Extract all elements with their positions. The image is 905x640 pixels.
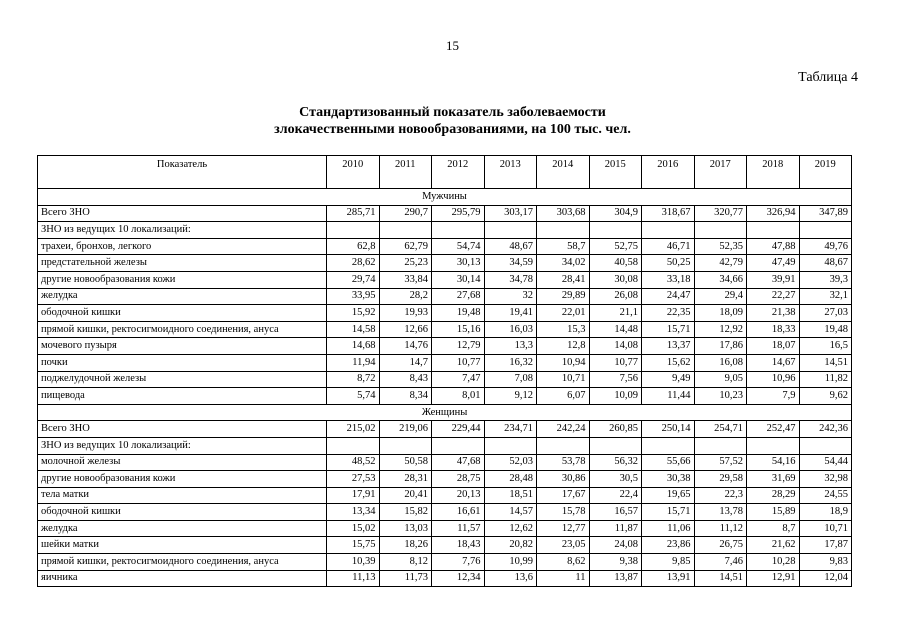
cell-value: 40,58 (589, 255, 642, 272)
cell-value: 18,26 (379, 537, 432, 554)
cell-value: 12,34 (432, 570, 485, 587)
cell-value: 10,77 (589, 354, 642, 371)
cell-value: 10,71 (799, 520, 852, 537)
cell-value: 8,43 (379, 371, 432, 388)
cell-value: 11,12 (694, 520, 747, 537)
cell-value: 12,91 (747, 570, 800, 587)
cell-value: 13,34 (327, 504, 380, 521)
cell-value: 242,24 (537, 421, 590, 438)
row-label: предстательной железы (38, 255, 327, 272)
cell-value: 252,47 (747, 421, 800, 438)
cell-value: 15,82 (379, 504, 432, 521)
cell-value: 16,03 (484, 321, 537, 338)
cell-value: 18,43 (432, 537, 485, 554)
cell-value: 56,32 (589, 454, 642, 471)
cell-value: 18,33 (747, 321, 800, 338)
cell-value: 14,76 (379, 338, 432, 355)
cell-value: 14,67 (747, 354, 800, 371)
cell-value: 7,56 (589, 371, 642, 388)
cell-value: 19,41 (484, 305, 537, 322)
cell-value: 11,44 (642, 388, 695, 405)
table-row (38, 554, 852, 571)
section-header-row (38, 404, 852, 421)
cell-value: 9,05 (694, 371, 747, 388)
row-label: Всего ЗНО (38, 205, 327, 222)
cell-value: 29,89 (537, 288, 590, 305)
cell-value: 11,87 (589, 520, 642, 537)
table-row (38, 238, 852, 255)
table-row (38, 271, 852, 288)
cell-value: 234,71 (484, 421, 537, 438)
cell-value: 26,75 (694, 537, 747, 554)
cell-value: 12,79 (432, 338, 485, 355)
cell-value: 8,7 (747, 520, 800, 537)
cell-value: 32 (484, 288, 537, 305)
cell-value: 250,14 (642, 421, 695, 438)
cell-value: 13,6 (484, 570, 537, 587)
cell-value: 19,65 (642, 487, 695, 504)
cell-value: 12,92 (694, 321, 747, 338)
cell-value: 8,34 (379, 388, 432, 405)
cell-value: 24,55 (799, 487, 852, 504)
empty-cell (379, 437, 432, 454)
empty-cell (747, 437, 800, 454)
cell-value: 10,09 (589, 388, 642, 405)
cell-value: 14,7 (379, 354, 432, 371)
cell-value: 7,46 (694, 554, 747, 571)
cell-value: 47,88 (747, 238, 800, 255)
table-row (38, 487, 852, 504)
cell-value: 14,51 (799, 354, 852, 371)
cell-value: 16,57 (589, 504, 642, 521)
cell-value: 11 (537, 570, 590, 587)
cell-value: 303,68 (537, 205, 590, 222)
row-label: трахеи, бронхов, легкого (38, 238, 327, 255)
cell-value: 326,94 (747, 205, 800, 222)
cell-value: 28,41 (537, 271, 590, 288)
empty-cell (589, 437, 642, 454)
cell-value: 242,36 (799, 421, 852, 438)
cell-value: 15,78 (537, 504, 590, 521)
cell-value: 9,62 (799, 388, 852, 405)
empty-cell (432, 437, 485, 454)
row-label: ободочной кишки (38, 504, 327, 521)
cell-value: 49,76 (799, 238, 852, 255)
header-year: 2015 (589, 156, 642, 189)
cell-value: 10,39 (327, 554, 380, 571)
cell-value: 229,44 (432, 421, 485, 438)
cell-value: 58,7 (537, 238, 590, 255)
table-row (38, 504, 852, 521)
empty-cell (484, 437, 537, 454)
row-label: мочевого пузыря (38, 338, 327, 355)
cell-value: 52,03 (484, 454, 537, 471)
cell-value: 11,06 (642, 520, 695, 537)
empty-cell (799, 437, 852, 454)
cell-value: 20,13 (432, 487, 485, 504)
cell-value: 12,8 (537, 338, 590, 355)
row-label: Всего ЗНО (38, 421, 327, 438)
cell-value: 10,99 (484, 554, 537, 571)
cell-value: 290,7 (379, 205, 432, 222)
cell-value: 18,51 (484, 487, 537, 504)
empty-cell (537, 437, 590, 454)
empty-cell (747, 222, 800, 239)
cell-value: 22,4 (589, 487, 642, 504)
cell-value: 13,3 (484, 338, 537, 355)
table-row (38, 354, 852, 371)
cell-value: 12,77 (537, 520, 590, 537)
cell-value: 15,02 (327, 520, 380, 537)
cell-value: 15,16 (432, 321, 485, 338)
cell-value: 10,23 (694, 388, 747, 405)
header-year: 2017 (694, 156, 747, 189)
table-row (38, 321, 852, 338)
cell-value: 16,61 (432, 504, 485, 521)
empty-cell (379, 222, 432, 239)
cell-value: 27,53 (327, 471, 380, 488)
table-row (38, 388, 852, 405)
section-header-row (38, 189, 852, 206)
row-label: яичника (38, 570, 327, 587)
cell-value: 10,94 (537, 354, 590, 371)
cell-value: 14,57 (484, 504, 537, 521)
cell-value: 28,48 (484, 471, 537, 488)
cell-value: 20,82 (484, 537, 537, 554)
row-label: шейки матки (38, 537, 327, 554)
cell-value: 8,12 (379, 554, 432, 571)
cell-value: 39,3 (799, 271, 852, 288)
cell-value: 54,16 (747, 454, 800, 471)
row-label: желудка (38, 520, 327, 537)
cell-value: 52,75 (589, 238, 642, 255)
page-number: 15 (446, 38, 459, 53)
cell-value: 47,49 (747, 255, 800, 272)
cell-value: 16,5 (799, 338, 852, 355)
cell-value: 13,78 (694, 504, 747, 521)
header-year: 2019 (799, 156, 852, 189)
cell-value: 15,71 (642, 504, 695, 521)
cell-value: 47,68 (432, 454, 485, 471)
row-label: желудка (38, 288, 327, 305)
cell-value: 22,3 (694, 487, 747, 504)
cell-value: 12,66 (379, 321, 432, 338)
cell-value: 8,01 (432, 388, 485, 405)
cell-value: 13,87 (589, 570, 642, 587)
cell-value: 33,95 (327, 288, 380, 305)
cell-value: 16,32 (484, 354, 537, 371)
cell-value: 6,07 (537, 388, 590, 405)
cell-value: 54,44 (799, 454, 852, 471)
cell-value: 15,3 (537, 321, 590, 338)
cell-value: 13,03 (379, 520, 432, 537)
title-line-1: Стандартизованный показатель заболеваемости (299, 105, 606, 120)
cell-value: 30,14 (432, 271, 485, 288)
cell-value: 19,48 (799, 321, 852, 338)
cell-value: 9,83 (799, 554, 852, 571)
cell-value: 7,76 (432, 554, 485, 571)
row-label: другие новообразования кожи (38, 271, 327, 288)
cell-value: 11,57 (432, 520, 485, 537)
cell-value: 18,07 (747, 338, 800, 355)
cell-value: 28,31 (379, 471, 432, 488)
table-row (38, 570, 852, 587)
row-label: другие новообразования кожи (38, 471, 327, 488)
cell-value: 16,08 (694, 354, 747, 371)
cell-value: 11,13 (327, 570, 380, 587)
cell-value: 14,08 (589, 338, 642, 355)
cell-value: 22,27 (747, 288, 800, 305)
cell-value: 23,05 (537, 537, 590, 554)
cell-value: 48,67 (799, 255, 852, 272)
cell-value: 53,78 (537, 454, 590, 471)
cell-value: 9,85 (642, 554, 695, 571)
table-row (38, 288, 852, 305)
row-label: пищевода (38, 388, 327, 405)
cell-value: 22,01 (537, 305, 590, 322)
cell-value: 17,87 (799, 537, 852, 554)
cell-value: 24,08 (589, 537, 642, 554)
cell-value: 33,18 (642, 271, 695, 288)
cell-value: 15,92 (327, 305, 380, 322)
cell-value: 11,94 (327, 354, 380, 371)
cell-value: 303,17 (484, 205, 537, 222)
cell-value: 32,98 (799, 471, 852, 488)
cell-value: 27,03 (799, 305, 852, 322)
row-label: прямой кишки, ректосигмоидного соединения, ануса (38, 321, 327, 338)
cell-value: 10,96 (747, 371, 800, 388)
cell-value: 28,75 (432, 471, 485, 488)
row-label: прямой кишки, ректосигмоидного соединения, ануса (38, 554, 327, 571)
cell-value: 42,79 (694, 255, 747, 272)
cell-value: 12,04 (799, 570, 852, 587)
table-row (38, 338, 852, 355)
row-label: молочной железы (38, 454, 327, 471)
header-year: 2018 (747, 156, 800, 189)
cell-value: 55,66 (642, 454, 695, 471)
cell-value: 10,71 (537, 371, 590, 388)
cell-value: 14,48 (589, 321, 642, 338)
header-year: 2010 (327, 156, 380, 189)
cell-value: 30,86 (537, 471, 590, 488)
cell-value: 26,08 (589, 288, 642, 305)
subheader-row (38, 222, 852, 239)
cell-value: 30,08 (589, 271, 642, 288)
cell-value: 27,68 (432, 288, 485, 305)
cell-value: 8,62 (537, 554, 590, 571)
cell-value: 29,74 (327, 271, 380, 288)
cell-value: 13,37 (642, 338, 695, 355)
table-row (38, 255, 852, 272)
subheader-row (38, 437, 852, 454)
empty-cell (642, 222, 695, 239)
row-label: ЗНО из ведущих 10 локализаций: (38, 437, 327, 454)
cell-value: 320,77 (694, 205, 747, 222)
cell-value: 347,89 (799, 205, 852, 222)
table-row (38, 537, 852, 554)
cell-value: 17,86 (694, 338, 747, 355)
empty-cell (694, 437, 747, 454)
cell-value: 5,74 (327, 388, 380, 405)
table-row (38, 520, 852, 537)
cell-value: 9,38 (589, 554, 642, 571)
empty-cell (327, 437, 380, 454)
empty-cell (642, 437, 695, 454)
cell-value: 254,71 (694, 421, 747, 438)
header-year: 2013 (484, 156, 537, 189)
cell-value: 219,06 (379, 421, 432, 438)
header-year: 2012 (432, 156, 485, 189)
cell-value: 24,47 (642, 288, 695, 305)
cell-value: 17,67 (537, 487, 590, 504)
cell-value: 31,69 (747, 471, 800, 488)
cell-value: 25,23 (379, 255, 432, 272)
table-row (38, 305, 852, 322)
cell-value: 7,47 (432, 371, 485, 388)
cell-value: 32,1 (799, 288, 852, 305)
section-title: Женщины (38, 404, 852, 421)
cell-value: 34,59 (484, 255, 537, 272)
cell-value: 14,68 (327, 338, 380, 355)
cell-value: 30,13 (432, 255, 485, 272)
cell-value: 11,73 (379, 570, 432, 587)
cell-value: 18,9 (799, 504, 852, 521)
empty-cell (484, 222, 537, 239)
header-year: 2016 (642, 156, 695, 189)
cell-value: 7,9 (747, 388, 800, 405)
empty-cell (589, 222, 642, 239)
cell-value: 17,91 (327, 487, 380, 504)
cell-value: 8,72 (327, 371, 380, 388)
cell-value: 295,79 (432, 205, 485, 222)
row-label: поджелудочной железы (38, 371, 327, 388)
cell-value: 260,85 (589, 421, 642, 438)
cell-value: 21,1 (589, 305, 642, 322)
title-line-2: злокачественными новообразованиями, на 100 тыс. чел. (274, 122, 631, 137)
cell-value: 48,52 (327, 454, 380, 471)
cell-value: 57,52 (694, 454, 747, 471)
cell-value: 14,51 (694, 570, 747, 587)
cell-value: 21,62 (747, 537, 800, 554)
cell-value: 15,71 (642, 321, 695, 338)
empty-cell (432, 222, 485, 239)
cell-value: 304,9 (589, 205, 642, 222)
header-year: 2014 (537, 156, 590, 189)
table-caption: Таблица 4 (798, 70, 858, 85)
cell-value: 7,08 (484, 371, 537, 388)
cell-value: 18,09 (694, 305, 747, 322)
cell-value: 30,38 (642, 471, 695, 488)
page-title (0, 104, 905, 138)
header-indicator: Показатель (38, 156, 327, 189)
row-label: почки (38, 354, 327, 371)
cell-value: 21,38 (747, 305, 800, 322)
cell-value: 15,89 (747, 504, 800, 521)
cell-value: 30,5 (589, 471, 642, 488)
cell-value: 62,79 (379, 238, 432, 255)
cell-value: 50,58 (379, 454, 432, 471)
cell-value: 34,02 (537, 255, 590, 272)
row-label: ЗНО из ведущих 10 локализаций: (38, 222, 327, 239)
cell-value: 46,71 (642, 238, 695, 255)
cell-value: 15,75 (327, 537, 380, 554)
cell-value: 19,93 (379, 305, 432, 322)
cell-value: 10,77 (432, 354, 485, 371)
cell-value: 215,02 (327, 421, 380, 438)
cell-value: 34,66 (694, 271, 747, 288)
empty-cell (694, 222, 747, 239)
empty-cell (327, 222, 380, 239)
cell-value: 15,62 (642, 354, 695, 371)
cell-value: 33,84 (379, 271, 432, 288)
cell-value: 28,62 (327, 255, 380, 272)
cell-value: 23,86 (642, 537, 695, 554)
cell-value: 22,35 (642, 305, 695, 322)
table-row (38, 471, 852, 488)
incidence-table (37, 155, 852, 587)
table-row (38, 371, 852, 388)
cell-value: 19,48 (432, 305, 485, 322)
cell-value: 50,25 (642, 255, 695, 272)
table-row (38, 454, 852, 471)
section-title: Мужчины (38, 189, 852, 206)
cell-value: 48,67 (484, 238, 537, 255)
cell-value: 11,82 (799, 371, 852, 388)
cell-value: 9,12 (484, 388, 537, 405)
total-row (38, 205, 852, 222)
cell-value: 13,91 (642, 570, 695, 587)
cell-value: 28,2 (379, 288, 432, 305)
row-label: ободочной кишки (38, 305, 327, 322)
cell-value: 285,71 (327, 205, 380, 222)
empty-cell (537, 222, 590, 239)
empty-cell (799, 222, 852, 239)
table-header-row (38, 156, 852, 189)
cell-value: 20,41 (379, 487, 432, 504)
cell-value: 12,62 (484, 520, 537, 537)
cell-value: 54,74 (432, 238, 485, 255)
cell-value: 52,35 (694, 238, 747, 255)
cell-value: 9,49 (642, 371, 695, 388)
cell-value: 29,58 (694, 471, 747, 488)
header-year: 2011 (379, 156, 432, 189)
cell-value: 14,58 (327, 321, 380, 338)
cell-value: 34,78 (484, 271, 537, 288)
cell-value: 29,4 (694, 288, 747, 305)
cell-value: 318,67 (642, 205, 695, 222)
total-row (38, 421, 852, 438)
row-label: тела матки (38, 487, 327, 504)
cell-value: 39,91 (747, 271, 800, 288)
cell-value: 62,8 (327, 238, 380, 255)
cell-value: 28,29 (747, 487, 800, 504)
cell-value: 10,28 (747, 554, 800, 571)
